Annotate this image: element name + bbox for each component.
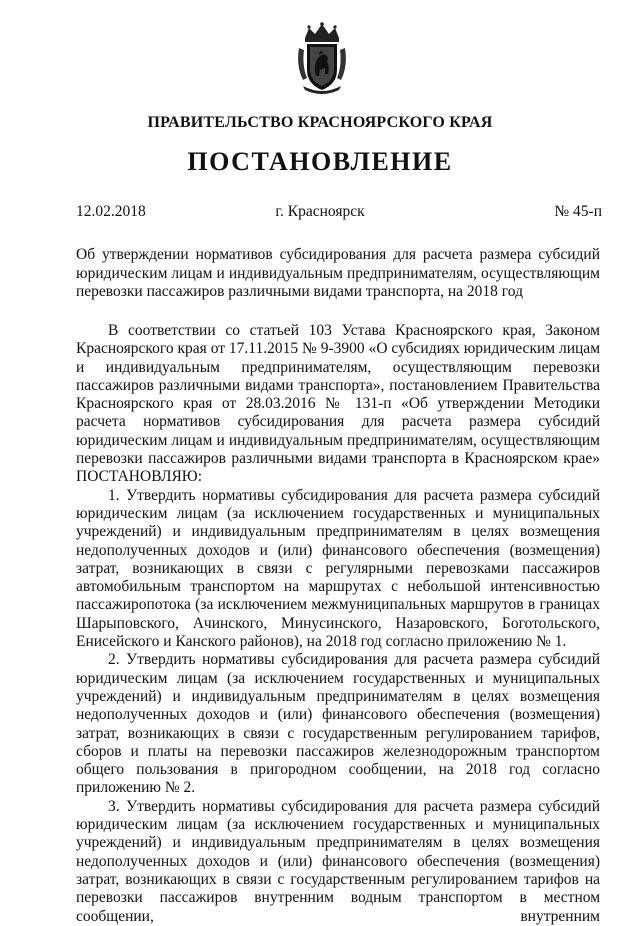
organization-heading: ПРАВИТЕЛЬСТВО КРАСНОЯРСКОГО КРАЯ [147,114,493,131]
item-3-paragraph: 3. Утвердить нормативы субсидирования для расчета размера субсидий юридическим лицам (за исключением государственных и муниципальных учреждений) и индивидуальным предпринимателям в целях возмещения недополученных доходов и (или) финансового обеспечения (возмещения) затрат, возникающих в связи с государственным регулированием тарифов на перевозки пассажиров внутренним водным транспортом в местном сообщении, внутренним [76,797,600,925]
document-type-heading: ПОСТАНОВЛЕНИЕ [187,147,453,176]
krasnoyarsk-krai-coat-of-arms-icon [295,22,349,94]
document-body [76,322,600,926]
document-city: г. Красноярск [275,203,365,220]
item-1-paragraph: 1. Утвердить нормативы субсидирования для расчета размера субсидий юридическим лицам (за исключением государственных и муниципальных учреждений) и индивидуальным предпринимателям в целях возмещения недополученных доходов и (или) финансового обеспечения (возмещения) затрат, возникающих в связи с регулярными перевозками пассажиров автомобильным транспортом на маршрутах с небольшой интенсивностью пассажиропотока (за исключением межмуниципальных маршрутов в границах Шарыповского, Ачинского, Минусинского, Назаровского, Боготольского, Енисейского и Канского районов), на 2018 год согласно приложению № 1. [76,486,600,651]
document-number: № 45-п [554,203,602,220]
document-title: Об утверждении нормативов субсидирования для расчета размера субсидий юридическим лицам и индивидуальным предпринимателям, осуществляющим перевозки пассажиров различными видами транспорта, на 2018 год [76,246,600,300]
item-2-paragraph: 2. Утвердить нормативы субсидирования для расчета размера субсидий юридическим лицам (за исключением государственных и муниципальных учреждений) и индивидуальным предпринимателям в целях возмещения недополученных доходов и (или) финансового обеспечения (возмещения) затрат, возникающих в связи с государственным регулированием тарифов, сборов и платы на перевозки пассажиров железнодорожным транспортом общего пользования в пригородном сообщении, на 2018 год согласно приложению № 2. [76,651,600,797]
document-date: 12.02.2018 [76,203,146,220]
preamble-paragraph: В соответствии со статьей 103 Устава Красноярского края, Законом Красноярского края от 17.11.2015 № 9-3900 «О субсидиях юридическим лицам и индивидуальным предпринимателям, осуществляющим перевозки пассажиров различными видами транспорта», постановлением Правительства Красноярского края от 28.03.2016 № 131-п «Об утверждении Методики расчета нормативов субсидирования для расчета размера субсидий юридическим лицам и индивидуальным предпринимателям, осуществляющим перевозки пассажиров различными видами транспорта в Красноярском крае» ПОСТАНОВЛЯЮ: [76,322,600,486]
